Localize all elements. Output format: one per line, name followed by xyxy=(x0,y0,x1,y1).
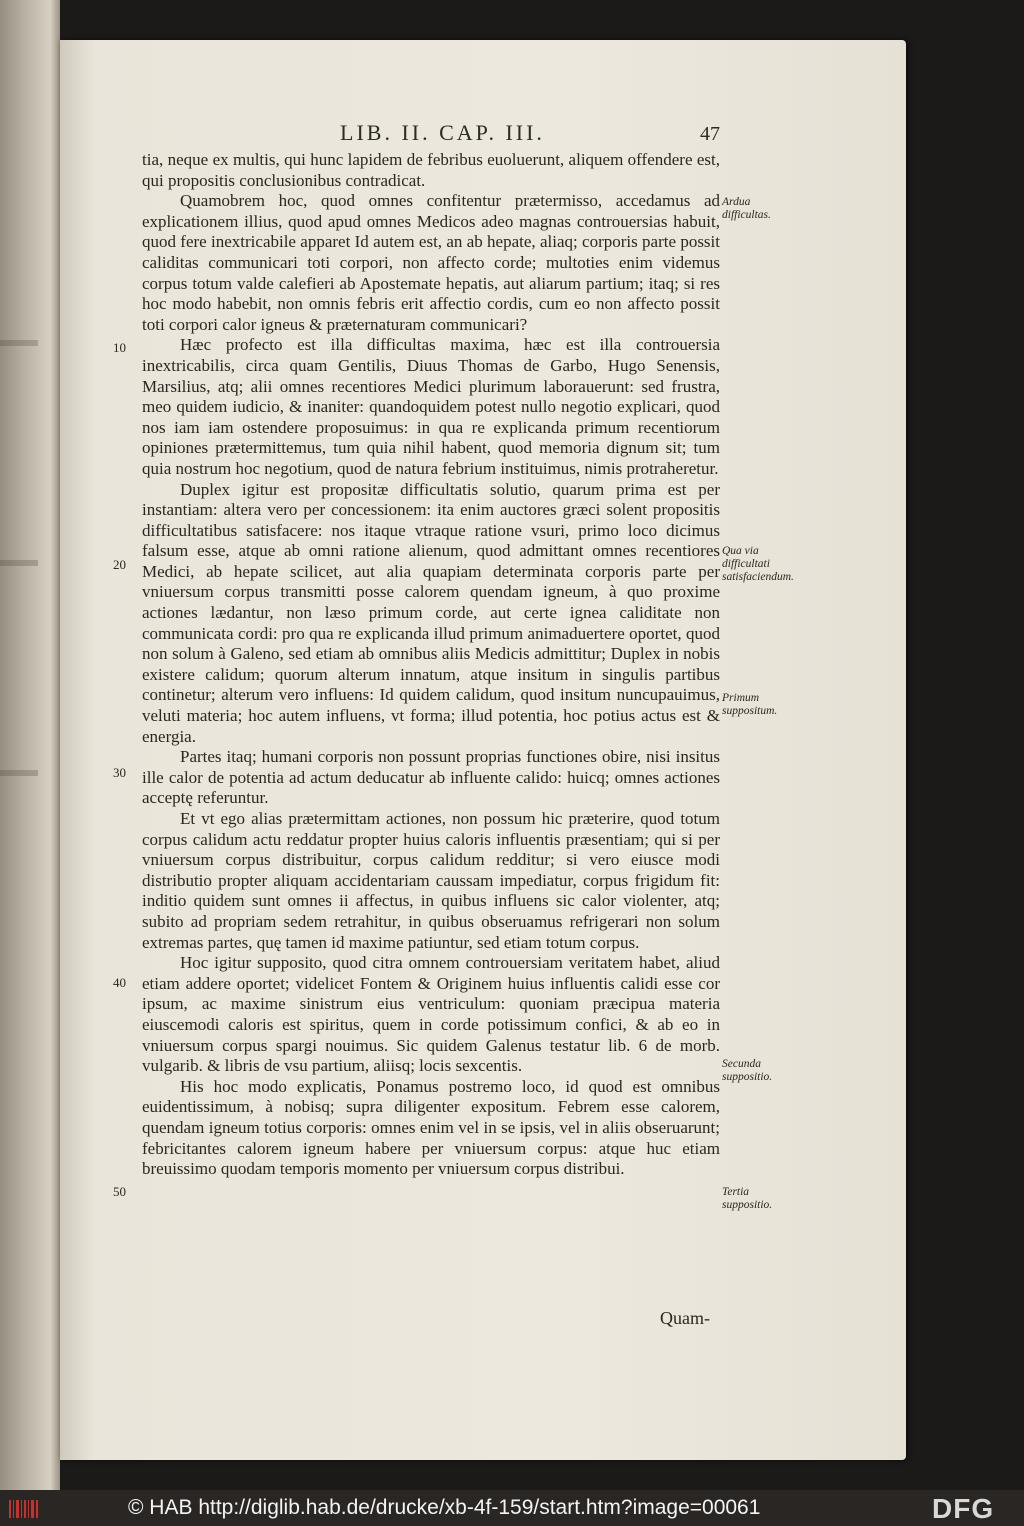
paragraph-4: Partes itaq; humani corporis non possunt proprias functiones obire, nisi insitus ille calor de potentia ad actum deducatur ab influente calido: huicq; omnes actiones acceptę referuntur. xyxy=(142,747,720,808)
footer-bar xyxy=(0,1490,1024,1526)
page-number: 47 xyxy=(700,123,720,145)
paragraph-5: Et vt ego alias prætermittam actiones, non possum hic præterire, quod totum corpus calidum actu reddatur propter huius caloris influentis præsentiam; qui si per vniuersum corpus distribuitur, corpus calidum redditur; si vero eiusce modi distributio propter aliquam accidentariam caussam impediatur, corpus frigidum fit: inditio quidem sunt omnes ii affectus, in quibus influens sic calor violenter, atq; subito ad propriam sedem retrahitur, in quibus obseruamus refrigerari non solum extremas partes, quę tamen id maxime patiuntur, sed etiam totum corpus. xyxy=(142,809,720,952)
bleed-mark xyxy=(0,340,38,346)
paragraph-0: tia, neque ex multis, qui hunc lapidem de febribus euoluerunt, aliquem offendere est, qui propositis conclusionibus contradicat. xyxy=(142,150,720,190)
barcode-icon xyxy=(8,1498,40,1520)
body-text xyxy=(142,150,720,1180)
bleed-mark xyxy=(0,770,38,776)
line-number: 10 xyxy=(113,340,126,355)
margin-note: Primum suppositum. xyxy=(722,692,778,717)
previous-page-edge xyxy=(0,0,60,1490)
paragraph-2: Hæc profecto est illa difficultas maxima, hæc est illa controuersia inextricabilis, circa quam Gentilis, Diuus Thomas de Garbo, Hugo Senensis, Marsilius, atq; alii omnes recentiores Medici plurimum laborauerunt: sed frustra, meo quidem iudicio, & inaniter: quandoquidem potest nullo negotio explicari, quod nos iam iam ostendere proposuimus: in qua re explicanda primum recentiorum opiniones prætermittemus, tum quia nihil habent, quod memoria dignum sit; tum quia nostrum hoc negotium, quod de natura febrium instituimus, nimis protraheretur. xyxy=(142,335,720,478)
catchword: Quam- xyxy=(660,1308,710,1328)
margin-note: Secunda suppositio. xyxy=(722,1058,773,1083)
paragraph-7: His hoc modo explicatis, Ponamus postremo loco, id quod est omnibus euidentissimum, à nobisq; supra diligenter expositum. Febrem esse calorem, quendam igneum totius corporis: omnes enim vel in se ipsis, vel in aliis obseruarunt; febricitantes calorem igneum habere per vniuersum corpus: atque huc etiam breuissimo quodam temporis momento per vniuersum corpus distribui. xyxy=(142,1076,720,1179)
margin-note: Ardua difficultas. xyxy=(722,196,771,221)
dfg-logo: DFG xyxy=(932,1493,995,1524)
copyright-link[interactable]: © HAB http://diglib.hab.de/drucke/xb-4f-159/start.htm?image=00061 xyxy=(128,1496,761,1519)
paragraph-3: Duplex igitur est propositæ difficultatis solutio, quarum prima est per instantiam: altera vero per concessionem: ita enim auctores græci solent propositis difficultatibus satisfacere: nos itaque vtraque ratione vsuri, primo loco dicimus falsum esse, atque ab omni ratione alienum, quod admittant omnes recentiores Medici, ab hepate scilicet, aut alia quapiam determinata corporis parte per vniuersum corpus transmitti posse calorem quendam igneum, à quo proxime actiones lædantur, non læso primum corde, aut certe ignea caliditate non communicata cordi: pro qua re explicanda illud primum animaduertere oportet, quod non solum à Galeno, sed etiam ab omnibus aliis Medicis admittitur; Duplex in nobis existere calidum; quorum alterum innatum, atque insitum in singulis partibus continetur; alterum vero influens: Id quidem calidum, quod insitum nuncupauimus, veluti materia; hoc autem influens, vt forma; illud potentia, hoc potius actus est & energia. xyxy=(142,479,720,746)
line-number: 30 xyxy=(113,765,126,780)
line-number: 40 xyxy=(113,975,126,990)
running-head: LIB. II. CAP. III. xyxy=(340,120,545,145)
paragraph-6: Hoc igitur supposito, quod citra omnem controuersiam veritatem habet, aliud etiam addere oportet; videlicet Fontem & Originem huius influentis calidi esse cor ipsum, ac maxime sinistrum eius ventriculum: quoniam præcipua materia eiuscemodi caloris est spiritus, quem in corde potissimum confici, & ab eo in vniuersum corpus spargi nouimus. Sic quidem Galenus testatur lib. 6 de morb. vulgarib. & libris de vsu partium, aliisq; locis sexcentis. xyxy=(142,953,720,1076)
margin-note: Qua via difficultati satisfaciendum. xyxy=(722,545,794,583)
bleed-mark xyxy=(0,560,38,566)
line-number: 50 xyxy=(113,1184,126,1199)
paragraph-1: Quamobrem hoc, quod omnes confitentur prætermisso, accedamus ad explicationem illius, quod apud omnes Medicos adeo magnas controuersias habuit, quod fere inextricabile apparet Id autem est, an ab hepate, aliaq; corporis parte possit caliditas communicari toti corpori, non affecto corde; multoties enim videmus corpus totum valde calefieri ab Apostemate hepatis, aut aliarum partium; itaq; si res hoc modo habebit, non omnis febris erit affectio cordis, cum eo non affecto possit toti corpori calor igneus & præternaturam communicari? xyxy=(142,191,720,334)
line-number: 20 xyxy=(113,557,126,572)
margin-note: Tertia suppositio. xyxy=(722,1186,773,1211)
